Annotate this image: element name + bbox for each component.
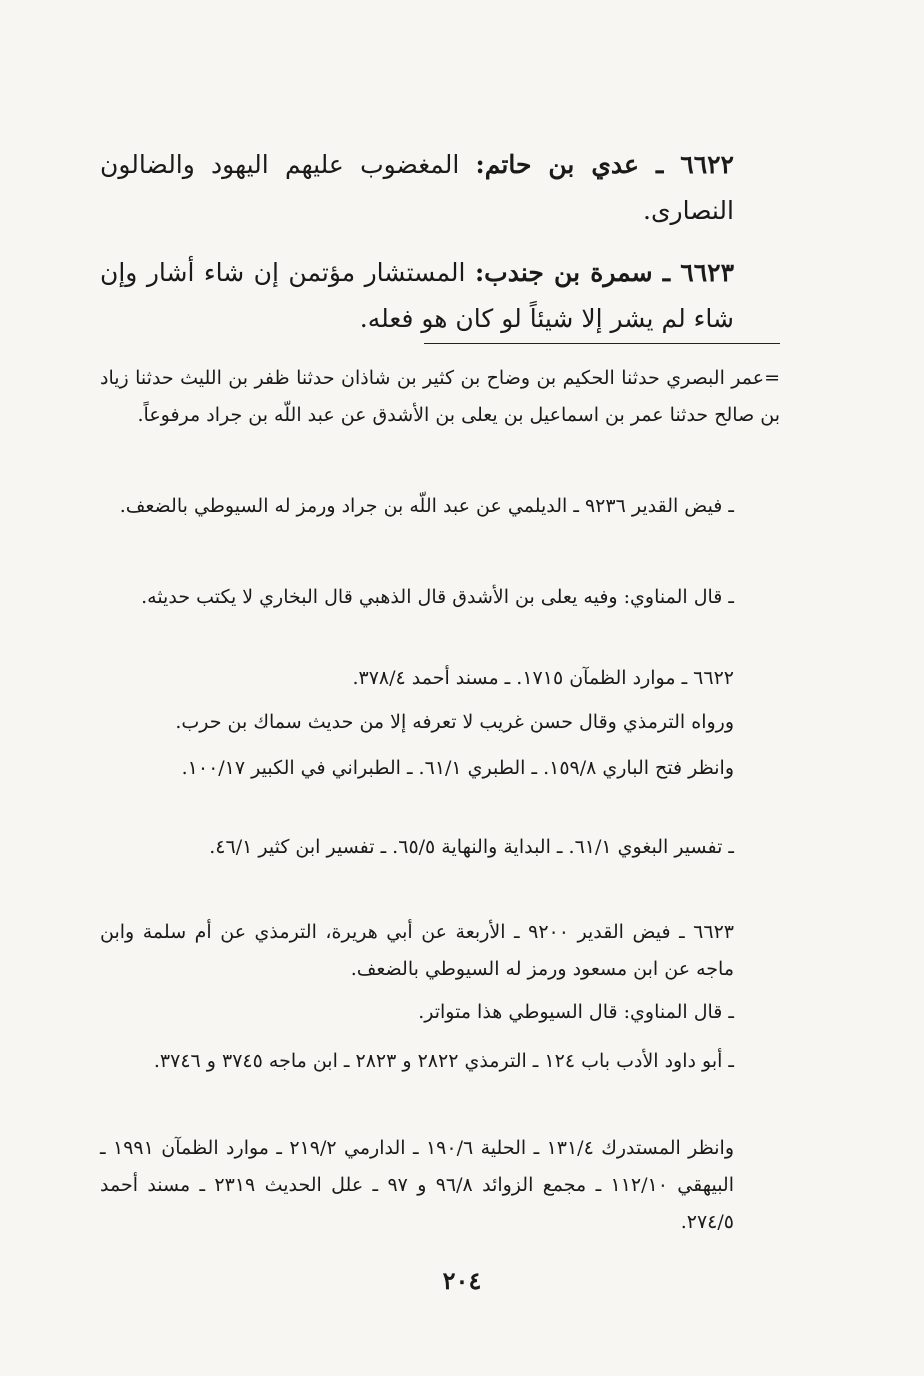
footnote-munawi-mutawatir: ـ قال المناوي: قال السيوطي هذا متواتر. (418, 1001, 734, 1023)
hadith-entry-6623 (100, 250, 780, 342)
footnote-faid-al-qadir: ـ فيض القدير ٩٢٣٦ ـ الديلمي عن عبد اللّه بن جراد ورمز له السيوطي بالضعف. (119, 495, 734, 517)
footnote-tirmidhi-note: ورواه الترمذي وقال حسن غريب لا تعرفه إلا من حديث سماك بن حرب. (175, 711, 734, 733)
footnote-chain-continuation: =عمر البصري حدثنا الحكيم بن وضاح بن كثير بن شاذان حدثنا ظفر بن الليث حدثنا زياد بن صالح حدثنا عمر بن اسماعيل بن يعلى بن الأشدق عن عبد اللّه بن جراد مرفوعاً. (100, 367, 780, 426)
footnote-see-also: وانظر فتح الباري ١٥٩/٨. ـ الطبري ٦١/١. ـ الطبراني في الكبير ١٠٠/١٧. (181, 757, 734, 779)
footnote-divider (424, 343, 780, 344)
entry-text: المغضوب عليهم اليهود والضالون النصارى. (100, 150, 734, 225)
footnote-munawi-comment: ـ قال المناوي: وفيه يعلى بن الأشدق قال الذهبي قال البخاري لا يكتب حديثه. (141, 586, 734, 608)
footnote-6622-sources: ٦٦٢٢ ـ موارد الظمآن ١٧١٥. ـ مسند أحمد ٣٧٨/٤. (352, 667, 734, 689)
footnote-6623-sources: ٦٦٢٣ ـ فيض القدير ٩٢٠٠ ـ الأربعة عن أبي هريرة، الترمذي عن أم سلمة وابن ماجه عن ابن مسعود ورمز له السيوطي بالضعف. (100, 921, 734, 980)
footnote-abu-dawud-refs: ـ أبو داود الأدب باب ١٢٤ ـ الترمذي ٢٨٢٢ و ٢٨٢٣ ـ ابن ماجه ٣٧٤٥ و ٣٧٤٦. (153, 1050, 734, 1072)
entry-number-narrator: ٦٦٢٣ ـ سمرة بن جندب: (474, 258, 734, 287)
footnote-tafsir-refs: ـ تفسير البغوي ٦١/١. ـ البداية والنهاية ٦٥/٥. ـ تفسير ابن كثير ٤٦/١. (209, 836, 734, 858)
hadith-entry-6622 (100, 142, 780, 234)
footnote-mustadrak-refs: وانظر المستدرك ١٣١/٤ ـ الحلية ١٩٠/٦ ـ الدارمي ٢١٩/٢ ـ موارد الظمآن ١٩٩١ ـ البيهقي ١١٢/١٠ ـ مجمع الزوائد ٩٦/٨ و ٩٧ ـ علل الحديث ٢٣١٩ ـ مسند أحمد ٢٧٤/٥. (100, 1137, 735, 1233)
entry-text: المستشار مؤتمن إن شاء أشار وإن شاء لم يشر إلا شيئاً لو كان هو فعله. (100, 258, 734, 333)
page-number: ٢٠٤ (442, 1266, 482, 1295)
entry-number-narrator: ٦٦٢٢ ـ عدي بن حاتم: (475, 150, 734, 179)
